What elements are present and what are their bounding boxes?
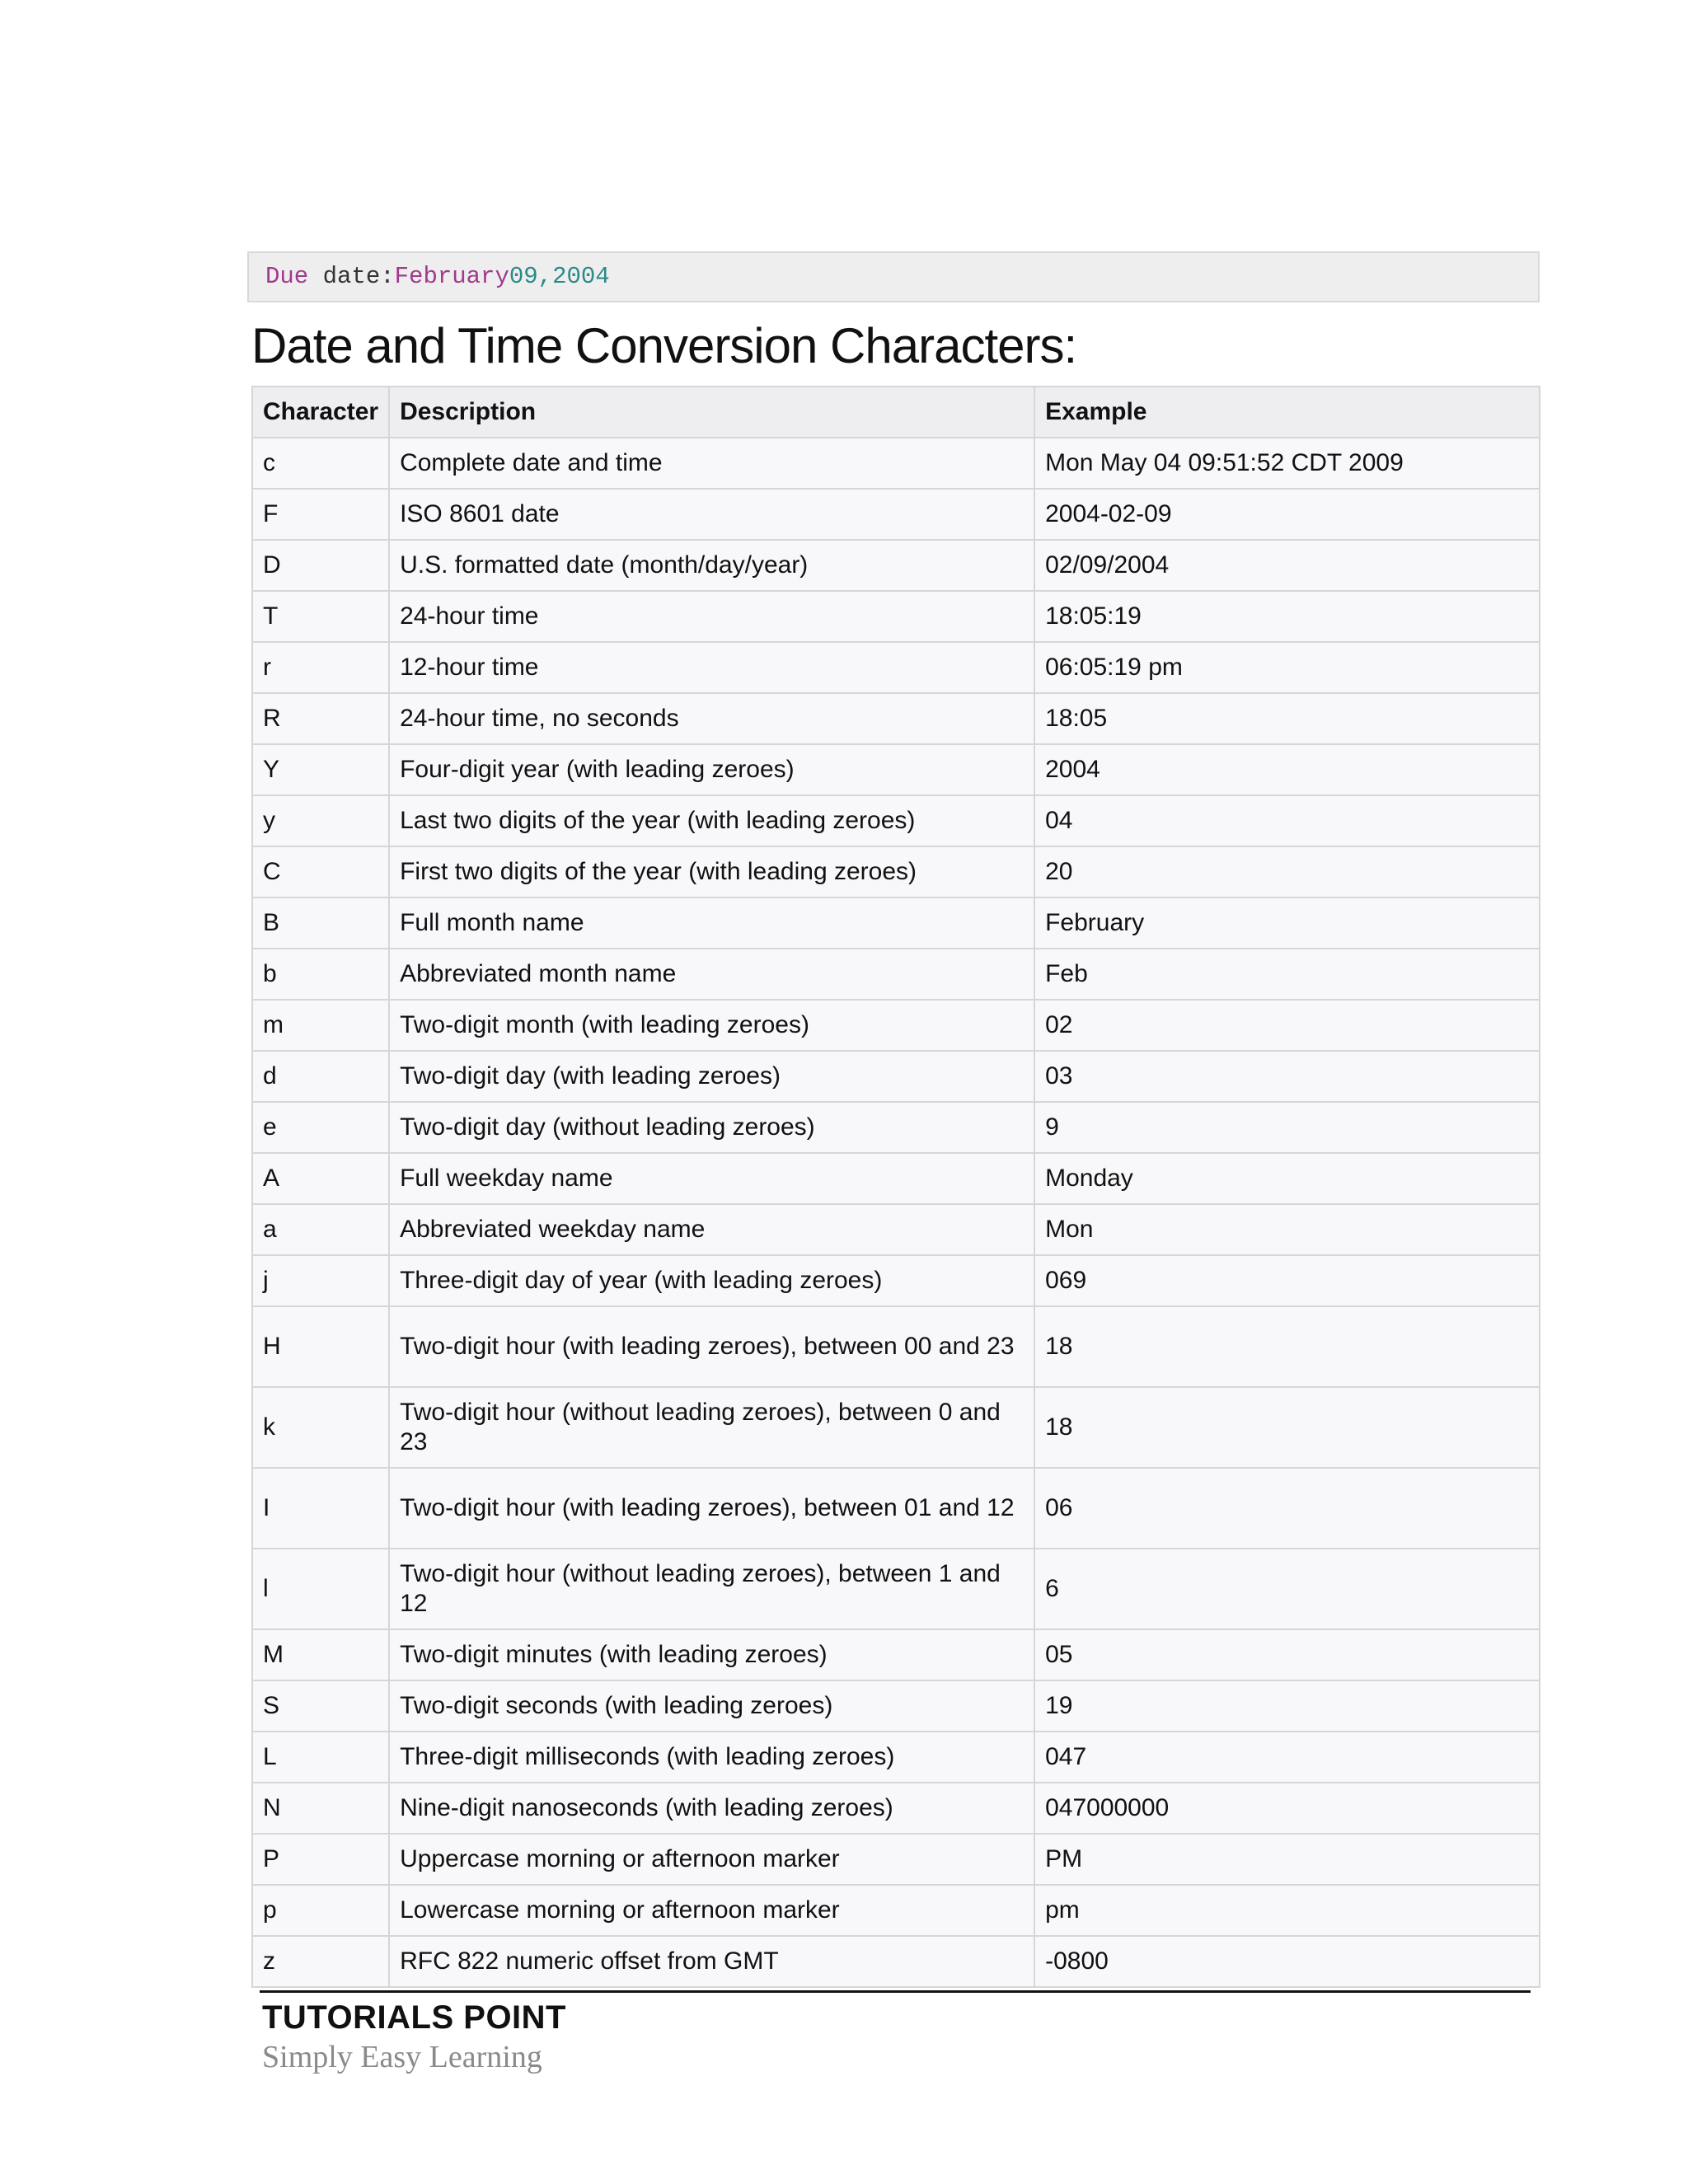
footer-brand: TUTORIALS POINT <box>262 1999 566 2036</box>
cell-description: Uppercase morning or afternoon marker <box>389 1834 1034 1885</box>
conversion-table <box>251 386 1540 1988</box>
cell-character: a <box>252 1204 389 1255</box>
table-row <box>252 1936 1540 1987</box>
cell-description: 24-hour time, no seconds <box>389 693 1034 744</box>
table-row <box>252 744 1540 795</box>
cell-example: 06:05:19 pm <box>1034 642 1540 693</box>
cell-description: Full weekday name <box>389 1153 1034 1204</box>
table-row <box>252 949 1540 1000</box>
cell-example: 047 <box>1034 1732 1540 1783</box>
cell-character: y <box>252 795 389 846</box>
column-header-description: Description <box>389 387 1034 438</box>
cell-description: Two-digit hour (with leading zeroes), between 01 and 12 <box>389 1468 1034 1549</box>
cell-description: Two-digit hour (with leading zeroes), between 00 and 23 <box>389 1306 1034 1387</box>
cell-character: I <box>252 1468 389 1549</box>
table-row <box>252 591 1540 642</box>
table-row <box>252 1153 1540 1204</box>
table-row <box>252 438 1540 489</box>
cell-example: 02 <box>1034 1000 1540 1051</box>
table-row <box>252 1680 1540 1732</box>
cell-description: Three-digit milliseconds (with leading zeroes) <box>389 1732 1034 1783</box>
column-header-character: Character <box>252 387 389 438</box>
cell-example: -0800 <box>1034 1936 1540 1987</box>
cell-description: Last two digits of the year (with leading zeroes) <box>389 795 1034 846</box>
table-row <box>252 1468 1540 1549</box>
footer-divider <box>260 1990 1531 1993</box>
cell-example: 02/09/2004 <box>1034 540 1540 591</box>
cell-example: 03 <box>1034 1051 1540 1102</box>
table-row <box>252 898 1540 949</box>
table-row <box>252 1306 1540 1387</box>
cell-character: j <box>252 1255 389 1306</box>
cell-example: Mon <box>1034 1204 1540 1255</box>
cell-character: r <box>252 642 389 693</box>
cell-example: PM <box>1034 1834 1540 1885</box>
cell-description: Abbreviated month name <box>389 949 1034 1000</box>
cell-character: b <box>252 949 389 1000</box>
cell-example: 069 <box>1034 1255 1540 1306</box>
cell-character: S <box>252 1680 389 1732</box>
table-row <box>252 1204 1540 1255</box>
cell-description: Full month name <box>389 898 1034 949</box>
table-row <box>252 1255 1540 1306</box>
cell-character: P <box>252 1834 389 1885</box>
cell-example: 2004-02-09 <box>1034 489 1540 540</box>
cell-character: A <box>252 1153 389 1204</box>
cell-description: First two digits of the year (with leading zeroes) <box>389 846 1034 898</box>
cell-description: Two-digit month (with leading zeroes) <box>389 1000 1034 1051</box>
cell-example: 18 <box>1034 1306 1540 1387</box>
cell-character: e <box>252 1102 389 1153</box>
cell-description: Two-digit day (with leading zeroes) <box>389 1051 1034 1102</box>
table-row <box>252 540 1540 591</box>
cell-description: Lowercase morning or afternoon marker <box>389 1885 1034 1936</box>
cell-example: 18:05:19 <box>1034 591 1540 642</box>
cell-description: Complete date and time <box>389 438 1034 489</box>
code-keyword: Due <box>265 263 309 290</box>
table-row <box>252 489 1540 540</box>
cell-character: c <box>252 438 389 489</box>
cell-description: Four-digit year (with leading zeroes) <box>389 744 1034 795</box>
cell-description: Two-digit day (without leading zeroes) <box>389 1102 1034 1153</box>
table-row <box>252 1885 1540 1936</box>
cell-character: F <box>252 489 389 540</box>
cell-character: z <box>252 1936 389 1987</box>
table-row <box>252 795 1540 846</box>
cell-character: N <box>252 1783 389 1834</box>
cell-description: Two-digit seconds (with leading zeroes) <box>389 1680 1034 1732</box>
cell-example: 19 <box>1034 1680 1540 1732</box>
cell-description: 12-hour time <box>389 642 1034 693</box>
code-snippet <box>247 251 1540 302</box>
cell-character: k <box>252 1387 389 1468</box>
code-number: 09,2004 <box>509 263 610 290</box>
table-row <box>252 1834 1540 1885</box>
table-row <box>252 642 1540 693</box>
cell-character: L <box>252 1732 389 1783</box>
cell-example: pm <box>1034 1885 1540 1936</box>
cell-example: February <box>1034 898 1540 949</box>
cell-example: 04 <box>1034 795 1540 846</box>
cell-character: p <box>252 1885 389 1936</box>
cell-example: 047000000 <box>1034 1783 1540 1834</box>
page-title: Date and Time Conversion Characters: <box>251 318 1077 373</box>
cell-example: Feb <box>1034 949 1540 1000</box>
cell-character: B <box>252 898 389 949</box>
cell-example: 18 <box>1034 1387 1540 1468</box>
cell-description: Three-digit day of year (with leading zeroes) <box>389 1255 1034 1306</box>
cell-example: 06 <box>1034 1468 1540 1549</box>
table-row <box>252 1000 1540 1051</box>
cell-example: Monday <box>1034 1153 1540 1204</box>
table-row <box>252 1102 1540 1153</box>
table-row <box>252 846 1540 898</box>
table-row <box>252 1783 1540 1834</box>
cell-character: C <box>252 846 389 898</box>
table-row <box>252 1629 1540 1680</box>
cell-description: Two-digit hour (without leading zeroes), between 0 and 23 <box>389 1387 1034 1468</box>
cell-character: R <box>252 693 389 744</box>
table-body <box>252 438 1540 1987</box>
cell-character: l <box>252 1549 389 1629</box>
cell-description: Abbreviated weekday name <box>389 1204 1034 1255</box>
table-row <box>252 1549 1540 1629</box>
cell-character: T <box>252 591 389 642</box>
column-header-example: Example <box>1034 387 1540 438</box>
cell-example: 20 <box>1034 846 1540 898</box>
cell-description: Nine-digit nanoseconds (with leading zeroes) <box>389 1783 1034 1834</box>
table-row <box>252 1732 1540 1783</box>
cell-character: Y <box>252 744 389 795</box>
cell-description: Two-digit hour (without leading zeroes), between 1 and 12 <box>389 1549 1034 1629</box>
cell-example: 2004 <box>1034 744 1540 795</box>
cell-description: 24-hour time <box>389 591 1034 642</box>
table-header-row <box>252 387 1540 438</box>
footer-tagline: Simply Easy Learning <box>262 2040 542 2074</box>
code-text: date: <box>308 263 395 290</box>
cell-description: Two-digit minutes (with leading zeroes) <box>389 1629 1034 1680</box>
cell-character: d <box>252 1051 389 1102</box>
cell-description: U.S. formatted date (month/day/year) <box>389 540 1034 591</box>
cell-example: Mon May 04 09:51:52 CDT 2009 <box>1034 438 1540 489</box>
cell-example: 6 <box>1034 1549 1540 1629</box>
table-row <box>252 1051 1540 1102</box>
cell-description: RFC 822 numeric offset from GMT <box>389 1936 1034 1987</box>
table-row <box>252 1387 1540 1468</box>
cell-example: 05 <box>1034 1629 1540 1680</box>
code-month: February <box>394 263 509 290</box>
cell-character: m <box>252 1000 389 1051</box>
cell-character: M <box>252 1629 389 1680</box>
cell-character: H <box>252 1306 389 1387</box>
cell-description: ISO 8601 date <box>389 489 1034 540</box>
cell-example: 9 <box>1034 1102 1540 1153</box>
cell-example: 18:05 <box>1034 693 1540 744</box>
cell-character: D <box>252 540 389 591</box>
table-row <box>252 693 1540 744</box>
